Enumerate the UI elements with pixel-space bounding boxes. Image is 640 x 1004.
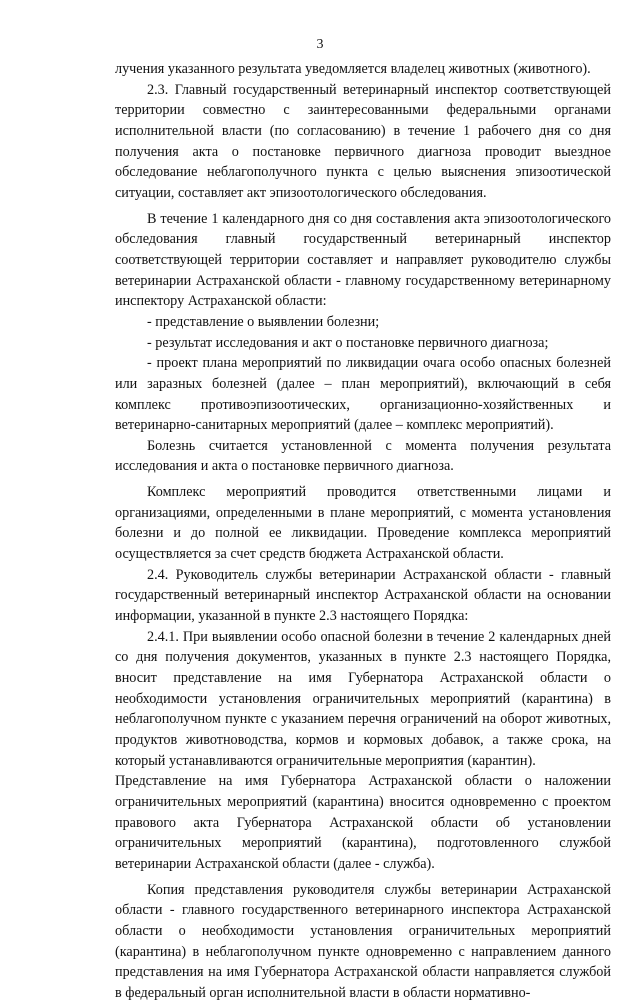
paragraph-continuation: лучения указанного результата уведомляется владелец животных (животного). [115,61,591,77]
list-item-action-plan: - проект плана мероприятий по ликвидации очага особо опасных болезней или заразных болезней (далее – план мероприятий), включающий в себя комплекс противоэпизоотических, организационно-хозяйственных и ветеринарно-санитарных мероприятий (далее – комплекс мероприятий). [115,355,611,434]
document-body [115,59,611,1004]
paragraph-governor-submission: Представление на имя Губернатора Астраханской области о наложении ограничительных мероприятий (карантина) вносится одновременно с проектом правового акта Губернатора Астраханской области об установлении ограничительных мероприятий (карантина), подготовленного службой ветеринарии Астраханской области (далее - служба). [115,773,611,872]
paragraph-2-4: 2.4. Руководитель службы ветеринарии Астраханской области - главный государственный ветеринарный инспектор Астраханской области на основании информации, указанной в пункте 2.3 настоящего Порядка: [115,566,611,625]
paragraph-2-3: 2.3. Главный государственный ветеринарный инспектор соответствующей территории совместно с заинтересованными федеральными органами исполнительной власти (по согласованию) в течение 1 рабочего дня со дня получения акта о постановке первичного диагноза проводит выездное обследование неблагополучного пункта с целью выяснения эпизоотической ситуации, составляет акт эпизоотологического обследования. [115,81,611,201]
list-item-research-result: - результат исследования и акт о постановке первичного диагноза; [147,334,549,351]
paragraph-report-within-day: В течение 1 календарного дня со дня составления акта эпизоотологического обследования главный государственный ветеринарный инспектор соответствующей территории составляет и направляет руководителю службы ветеринарии Астраханской области - главному государственному ветеринарному инспектору Астраханской области: [115,210,611,310]
paragraph-2-4-1: 2.4.1. При выявлении особо опасной болезни в течение 2 календарных дней со дня получения документов, указанных в пункте 2.3 настоящего Порядка, вносит представление на имя Губернатора Астраханской области о необходимости установления ограничительных мероприятий (карантина) в неблагополучном пункте с указанием перечня ограничений на оборот животных, продуктов животноводства, кормов и кормовых добавок, а также срока, на который устанавливаются ограничительные мероприятия (карантин). [115,628,611,769]
paragraph-measures-complex: Комплекс мероприятий проводится ответственными лицами и организациями, определенными в плане мероприятий, с момента установления болезни и до полной ее ликвидации. Проведение комплекса мероприятий осуществляется за счет средств бюджета Астраханской области. [115,484,611,563]
page-number: 3 [316,37,324,52]
paragraph-disease-established: Болезнь считается установленной с момента получения результата исследования и акта о постановке первичного диагноза. [115,437,611,475]
paragraph-copy-submission: Копия представления руководителя службы ветеринарии Астраханской области - главного государственного ветеринарного инспектора Астраханской области о необходимости установления ограничительных мероприятий (карантина) в неблагополучном пункте одновременно с направлением данного представления на имя Губернатора Астраханской области направляется службой в федеральный орган исполнительной власти в области нормативно- [115,881,611,1001]
list-item-disease-report: - представление о выявлении болезни; [147,313,380,330]
